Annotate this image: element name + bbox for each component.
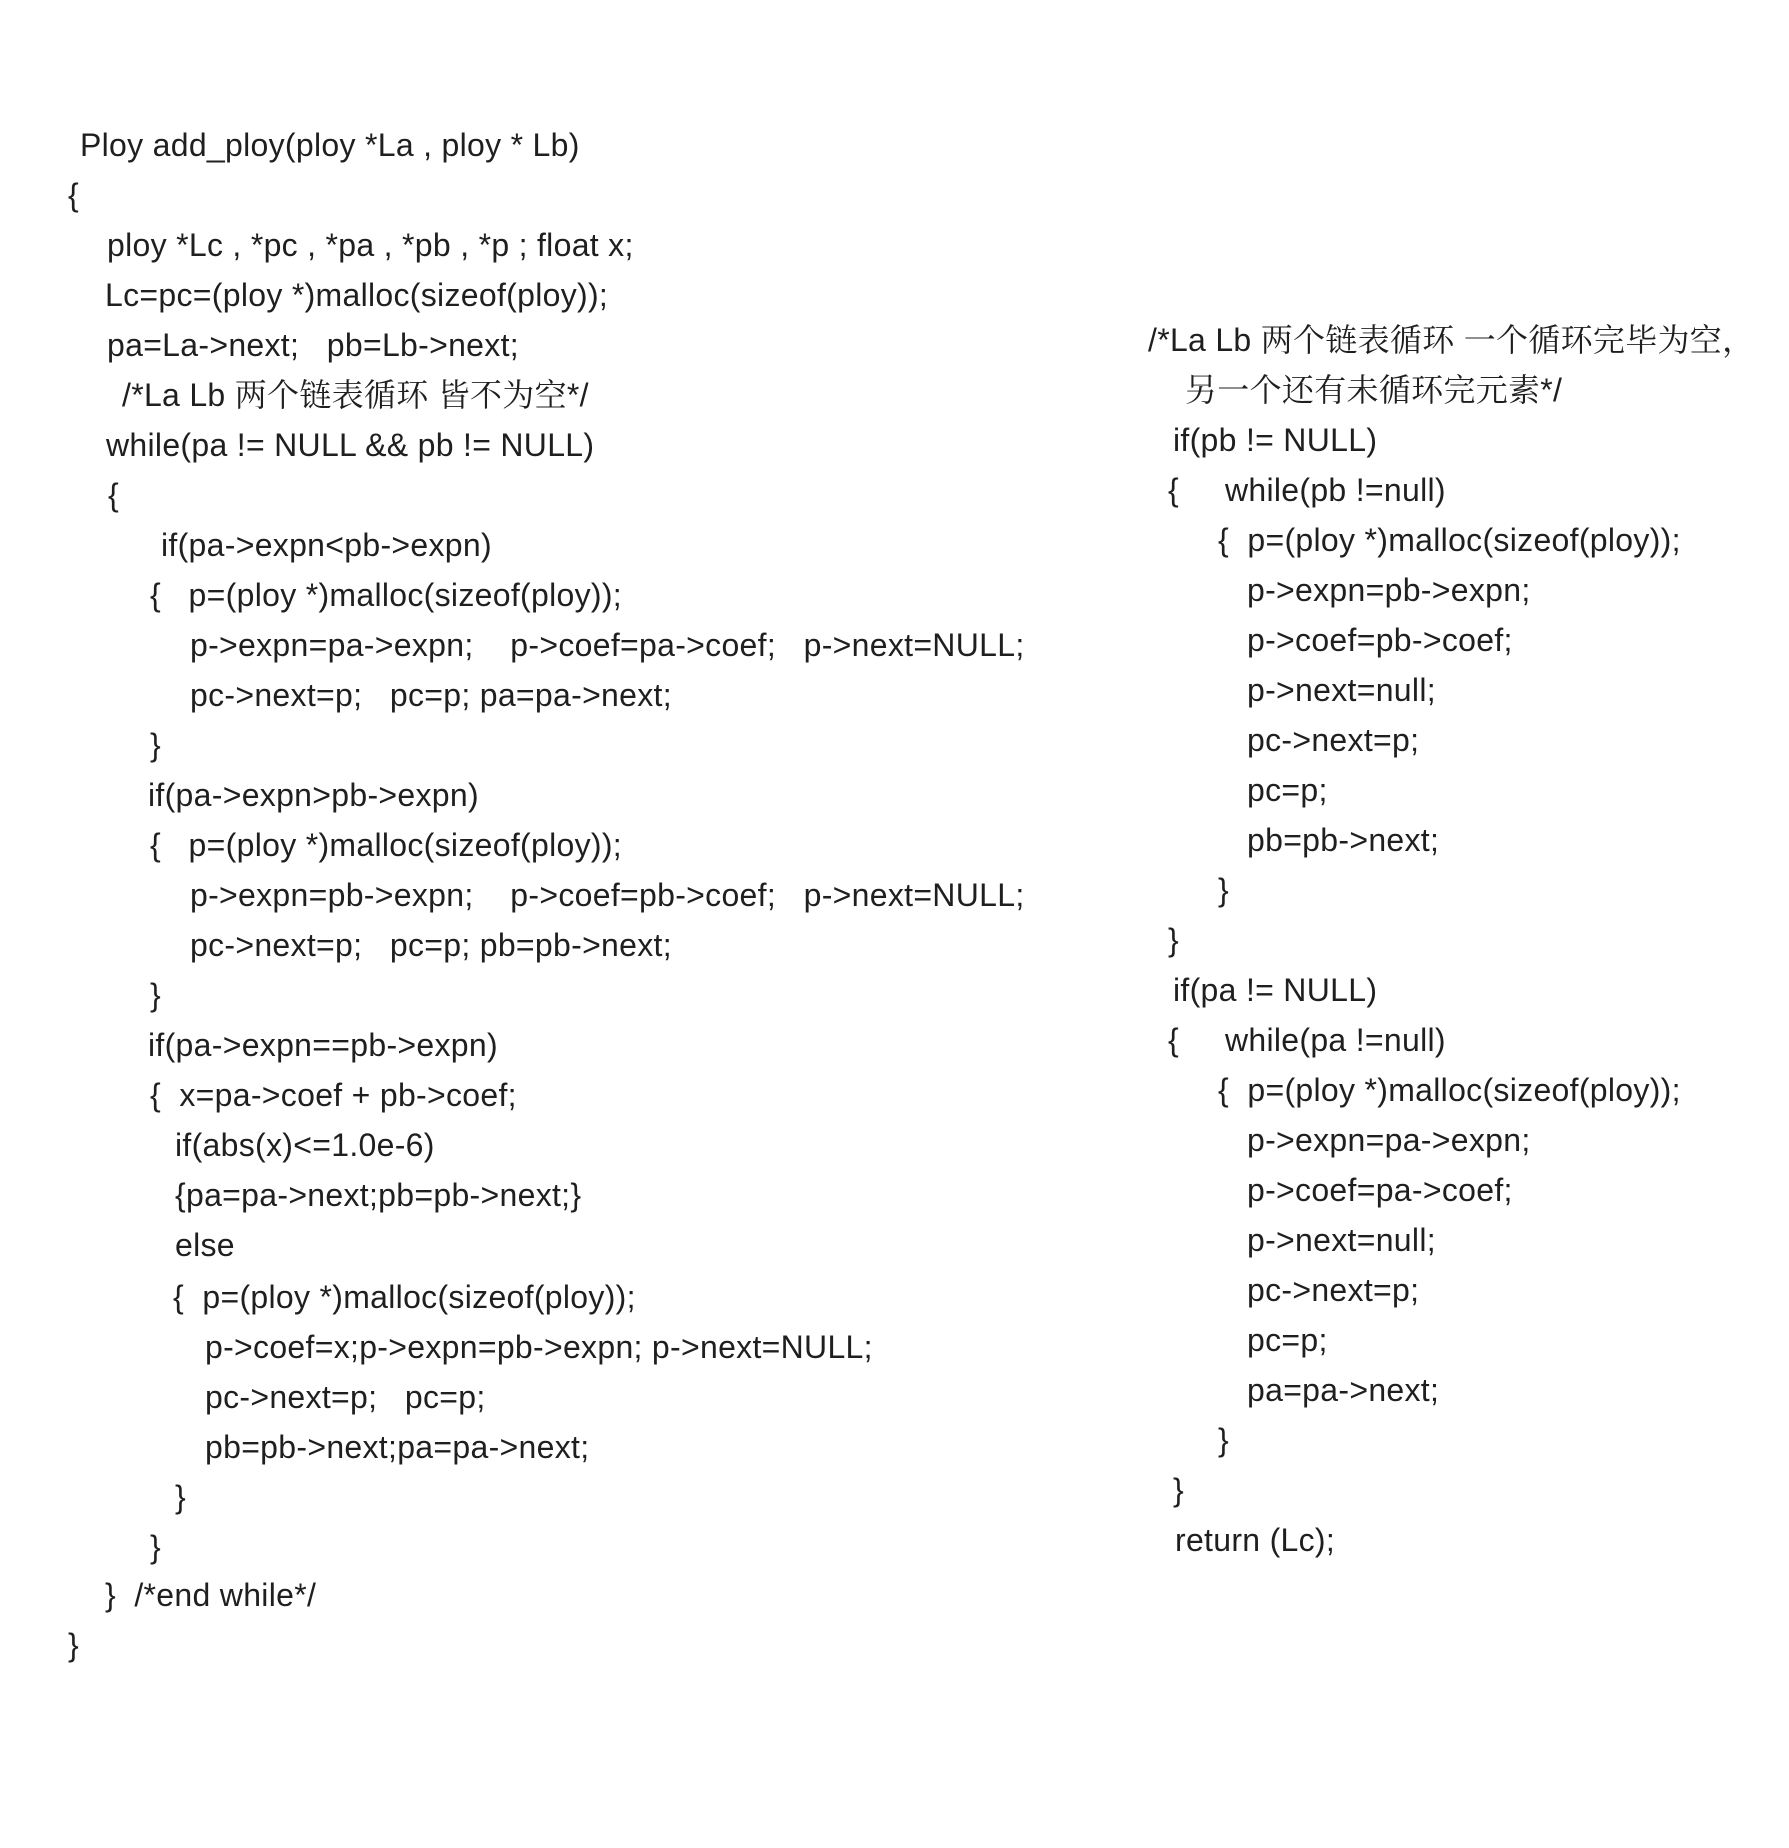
code-line: { while(pa !=null) [1168, 1022, 1446, 1058]
code-line: pb=pb->next; [1247, 822, 1440, 858]
code-line: { [68, 177, 79, 213]
code-line: } [150, 977, 161, 1013]
code-line: if(pa->expn<pb->expn) [161, 527, 492, 563]
code-line: 另一个还有未循环完元素*/ [1185, 372, 1563, 408]
code-line: } [1173, 1472, 1184, 1508]
code-line: { p=(ploy *)malloc(sizeof(ploy)); [150, 827, 622, 863]
code-line: } [175, 1479, 186, 1515]
code-line: pc=p; [1247, 772, 1328, 808]
code-line: p->expn=pa->expn; p->coef=pa->coef; p->next=NULL; [190, 627, 1025, 663]
code-line: p->expn=pb->expn; p->coef=pb->coef; p->next=NULL; [190, 877, 1025, 913]
code-line: p->coef=pb->coef; [1247, 622, 1513, 658]
code-line: } [68, 1627, 79, 1663]
code-line: return (Lc); [1175, 1522, 1336, 1558]
code-line: { p=(ploy *)malloc(sizeof(ploy)); [173, 1279, 636, 1315]
code-line: if(pb != NULL) [1173, 422, 1378, 458]
code-line: /*La Lb 两个链表循环 皆不为空*/ [122, 377, 589, 413]
code-line: /*La Lb 两个链表循环 一个循环完毕为空， [1148, 322, 1755, 358]
code-line: pa=pa->next; [1247, 1372, 1440, 1408]
code-line: pc->next=p; pc=p; pb=pb->next; [190, 927, 672, 963]
code-line: pc->next=p; pc=p; [205, 1379, 486, 1415]
code-line: pc->next=p; [1247, 722, 1420, 758]
code-line: } [150, 1529, 161, 1565]
code-line: p->next=null; [1247, 672, 1436, 708]
code-line: } [150, 727, 161, 763]
code-line: Ploy add_ploy(ploy *La , ploy * Lb) [80, 127, 580, 163]
code-line: p->expn=pa->expn; [1247, 1122, 1531, 1158]
code-line: pc->next=p; [1247, 1272, 1420, 1308]
code-line: } [1218, 872, 1229, 908]
code-line: p->expn=pb->expn; [1247, 572, 1531, 608]
code-line: Lc=pc=(ploy *)malloc(sizeof(ploy)); [105, 277, 609, 313]
code-line: { x=pa->coef + pb->coef; [150, 1077, 517, 1113]
code-line: if(pa != NULL) [1173, 972, 1378, 1008]
code-line: if(pa->expn>pb->expn) [148, 777, 479, 813]
code-line: { while(pb !=null) [1168, 472, 1446, 508]
code-line: } [1168, 922, 1179, 958]
code-line: pa=La->next; pb=Lb->next; [107, 327, 519, 363]
code-line: while(pa != NULL && pb != NULL) [106, 427, 595, 463]
code-line: if(abs(x)<=1.0e-6) [175, 1127, 435, 1163]
code-line: {pa=pa->next;pb=pb->next;} [175, 1177, 582, 1213]
code-line: } [1218, 1422, 1229, 1458]
code-line: else [175, 1227, 235, 1263]
code-line: if(pa->expn==pb->expn) [148, 1027, 498, 1063]
code-line: { p=(ploy *)malloc(sizeof(ploy)); [150, 577, 622, 613]
code-line: p->coef=pa->coef; [1247, 1172, 1513, 1208]
code-line: { [108, 477, 119, 513]
code-line: p->coef=x;p->expn=pb->expn; p->next=NULL; [205, 1329, 873, 1365]
code-line: pc->next=p; pc=p; pa=pa->next; [190, 677, 672, 713]
code-line: ploy *Lc , *pc , *pa , *pb , *p ; float x; [107, 227, 634, 263]
code-line: pb=pb->next;pa=pa->next; [205, 1429, 590, 1465]
code-line: p->next=null; [1247, 1222, 1436, 1258]
code-line: } /*end while*/ [105, 1577, 317, 1613]
code-line: { p=(ploy *)malloc(sizeof(ploy)); [1218, 522, 1681, 558]
code-line: { p=(ploy *)malloc(sizeof(ploy)); [1218, 1072, 1681, 1108]
code-line: pc=p; [1247, 1322, 1328, 1358]
